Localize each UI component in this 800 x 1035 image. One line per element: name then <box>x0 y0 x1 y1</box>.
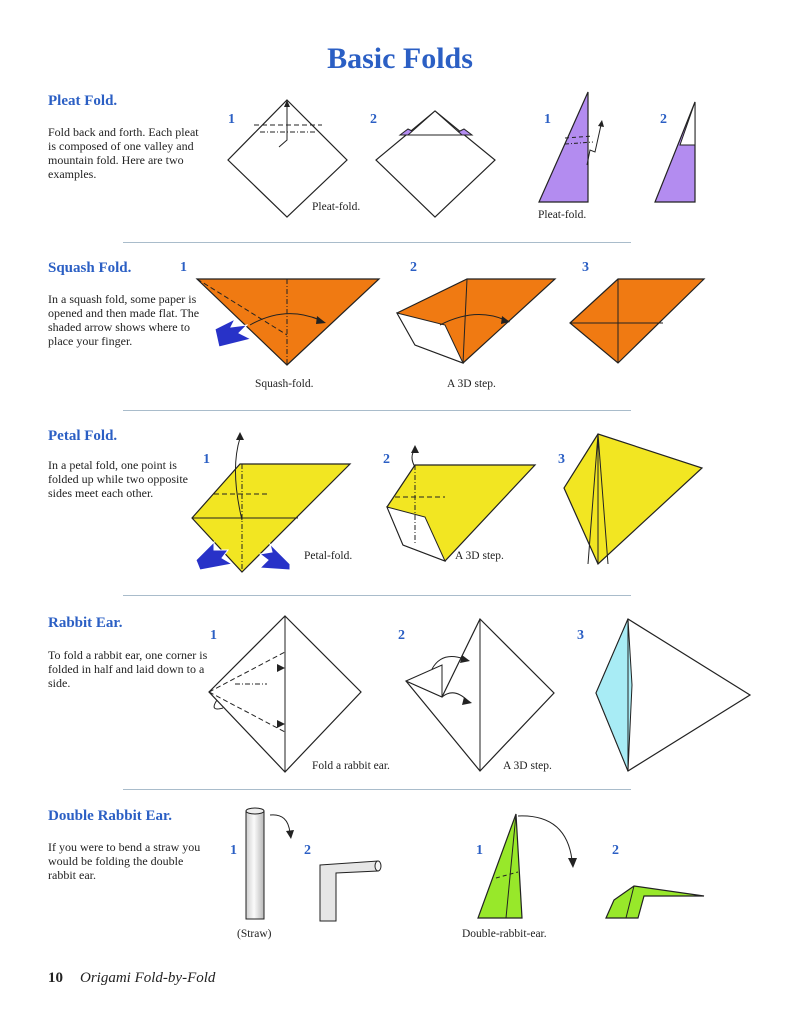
pleat-point-step-2 <box>650 100 710 205</box>
petal-caption-2: A 3D step. <box>455 550 504 562</box>
rabbit-ear-description: To fold a rabbit ear, one corner is folded in half and laid down to a side. <box>48 648 208 690</box>
pleat-step-2-number: 2 <box>370 112 377 127</box>
rabbit-step-1-number: 1 <box>210 628 217 643</box>
squash-caption-2: A 3D step. <box>447 378 496 390</box>
divider <box>123 595 631 596</box>
rabbit-caption-2: A 3D step. <box>503 760 552 772</box>
double-rabbit-step-2-figure <box>604 880 714 922</box>
squash-caption-1: Squash-fold. <box>255 378 314 390</box>
squash-step-3-figure <box>568 275 708 370</box>
squash-fold-description: In a squash fold, some paper is opened and then made flat. The shaded arrow shows where to place your finger. <box>48 292 200 348</box>
rabbit-caption-1: Fold a rabbit ear. <box>312 760 390 772</box>
pleat-caption-2: Pleat-fold. <box>538 209 587 221</box>
double-rabbit-step-1-figure <box>476 810 586 922</box>
pleat-b-step-1-number: 1 <box>544 112 551 127</box>
pleat-fold-description: Fold back and forth. Each pleat is composed of one valley and mountain fold. Here are two examples. <box>48 125 199 181</box>
petal-fold-title: Petal Fold. <box>48 428 118 444</box>
straw-icon <box>240 805 300 925</box>
divider <box>123 242 631 243</box>
straw-caption: (Straw) <box>237 928 272 940</box>
double-rabbit-ear-description: If you were to bend a straw you would be folding the double rabbit ear. <box>48 840 201 882</box>
rabbit-step-2-number: 2 <box>398 628 405 643</box>
page-number: 10 <box>48 970 63 986</box>
double-rabbit-b-step-2-number: 2 <box>612 843 619 858</box>
petal-caption-1: Petal-fold. <box>304 550 353 562</box>
pleat-square-step-2 <box>372 95 502 220</box>
squash-step-1-number: 1 <box>180 260 187 275</box>
pleat-step-1-number: 1 <box>228 112 235 127</box>
double-rabbit-step-2-number: 2 <box>304 843 311 858</box>
petal-step-3-figure <box>562 432 707 567</box>
petal-step-1-number: 1 <box>203 452 210 467</box>
petal-step-2-number: 2 <box>383 452 390 467</box>
page-title: Basic Folds <box>327 42 473 75</box>
petal-fold-description: In a petal fold, one point is folded up while two opposite sides meet each other. <box>48 458 188 500</box>
double-rabbit-b-step-1-number: 1 <box>476 843 483 858</box>
pleat-caption-1: Pleat-fold. <box>312 201 361 213</box>
squash-fold-title: Squash Fold. <box>48 260 132 276</box>
squash-step-2-number: 2 <box>410 260 417 275</box>
double-rabbit-step-1-number: 1 <box>230 843 237 858</box>
double-rabbit-caption: Double-rabbit-ear. <box>462 928 547 940</box>
rabbit-step-2-figure <box>402 615 562 775</box>
pleat-point-step-1 <box>535 90 615 205</box>
divider <box>123 410 631 411</box>
petal-step-2-figure <box>385 445 540 565</box>
squash-step-3-number: 3 <box>582 260 589 275</box>
pleat-fold-title: Pleat Fold. <box>48 93 118 109</box>
squash-step-2-figure <box>395 275 560 370</box>
rabbit-step-3-number: 3 <box>577 628 584 643</box>
rabbit-step-3-figure <box>594 615 754 775</box>
divider <box>123 789 631 790</box>
pleat-b-step-2-number: 2 <box>660 112 667 127</box>
bent-straw-icon <box>316 855 391 925</box>
squash-step-1-figure <box>195 275 385 370</box>
double-rabbit-ear-title: Double Rabbit Ear. <box>48 808 173 824</box>
book-title: Origami Fold-by-Fold <box>80 970 216 986</box>
rabbit-ear-title: Rabbit Ear. <box>48 615 123 631</box>
rabbit-step-1-figure <box>205 612 365 777</box>
petal-step-3-number: 3 <box>558 452 565 467</box>
